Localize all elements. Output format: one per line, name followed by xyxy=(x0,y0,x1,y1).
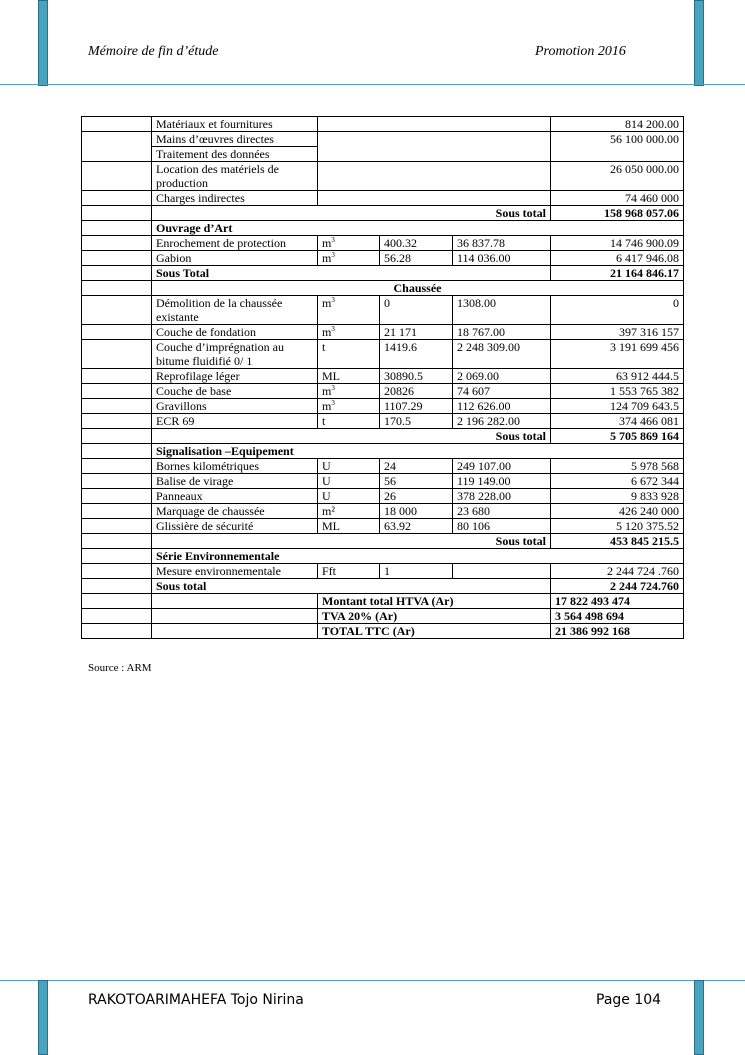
item-label: Traitement des données xyxy=(152,147,318,162)
table-row xyxy=(82,117,684,132)
item-total: 124 709 643.5 xyxy=(551,399,684,414)
item-label: Enrochement de protection xyxy=(152,236,318,251)
budget-table xyxy=(81,116,684,639)
item-total: 426 240 000 xyxy=(551,504,684,519)
item-total: 397 316 157 xyxy=(551,325,684,340)
table-row xyxy=(82,519,684,534)
header-bar-right xyxy=(694,0,704,86)
subtotal-value: 158 968 057.06 xyxy=(551,206,684,221)
footer-author: RAKOTOARIMAHEFA Tojo Nirina xyxy=(88,992,304,1008)
item-label: Marquage de chaussée xyxy=(152,504,318,519)
table-row xyxy=(82,132,684,147)
item-price: 1308.00 xyxy=(453,296,551,325)
table-row xyxy=(82,384,684,399)
section-title: Série Environnementale xyxy=(152,549,684,564)
item-price: 2 196 282.00 xyxy=(453,414,551,429)
item-price: 2 248 309.00 xyxy=(453,340,551,369)
item-price: 378 228.00 xyxy=(453,489,551,504)
item-total: 1 553 765 382 xyxy=(551,384,684,399)
item-total: 5 978 568 xyxy=(551,459,684,474)
section-header-row xyxy=(82,444,684,459)
section-header-row xyxy=(82,281,684,296)
total-label: Montant total HTVA (Ar) xyxy=(318,594,551,609)
subtotal-row xyxy=(82,266,684,281)
item-price: 112 626.00 xyxy=(453,399,551,414)
item-price: 74 607 xyxy=(453,384,551,399)
header-promotion: Promotion 2016 xyxy=(535,44,626,59)
item-price: 80 106 xyxy=(453,519,551,534)
header-bar-left xyxy=(38,0,48,86)
subtotal-label: Sous total xyxy=(152,206,551,221)
section-title: Signalisation –Equipement xyxy=(152,444,684,459)
footer-rule xyxy=(0,980,745,981)
header-title: Mémoire de fin d’étude xyxy=(88,44,219,59)
item-qty: 56 xyxy=(380,474,453,489)
item-unit: Fft xyxy=(318,564,380,579)
section-header-row xyxy=(82,549,684,564)
subtotal-row xyxy=(82,579,684,594)
section-title: Chaussée xyxy=(152,281,684,296)
item-price: 114 036.00 xyxy=(453,251,551,266)
item-label: Location des matériels de production xyxy=(152,162,318,191)
item-price: 23 680 xyxy=(453,504,551,519)
item-unit: U xyxy=(318,459,380,474)
table-row xyxy=(82,162,684,191)
item-label: Couche d’imprégnation au bitume fluidifié 0/ 1 xyxy=(152,340,318,369)
item-qty: 1107.29 xyxy=(380,399,453,414)
item-unit: $m^3$ xyxy=(318,399,380,414)
table-row xyxy=(82,251,684,266)
item-qty: 21 171 xyxy=(380,325,453,340)
table-row xyxy=(82,296,684,325)
item-label: Gravillons xyxy=(152,399,318,414)
item-qty: 1 xyxy=(380,564,453,579)
item-unit: m² xyxy=(318,504,380,519)
subtotal-label: Sous total xyxy=(152,429,551,444)
table-row xyxy=(82,399,684,414)
item-label: Reprofilage léger xyxy=(152,369,318,384)
total-value: 3 564 498 694 xyxy=(551,609,684,624)
subtotal-row xyxy=(82,206,684,221)
item-total: 6 672 344 xyxy=(551,474,684,489)
item-unit: $m^3$ xyxy=(318,251,380,266)
item-unit: ML xyxy=(318,519,380,534)
total-row xyxy=(82,594,684,609)
table-row xyxy=(82,474,684,489)
total-label: TVA 20% (Ar) xyxy=(318,609,551,624)
table-row xyxy=(82,414,684,429)
item-qty: 24 xyxy=(380,459,453,474)
item-total: 14 746 900.09 xyxy=(551,236,684,251)
item-label: Bornes kilométriques xyxy=(152,459,318,474)
item-unit: U xyxy=(318,474,380,489)
item-total: 56 100 000.00 xyxy=(551,132,684,162)
item-price: 2 069.00 xyxy=(453,369,551,384)
item-total: 63 912 444.5 xyxy=(551,369,684,384)
item-unit: $m^3$ xyxy=(318,384,380,399)
item-qty: 30890.5 xyxy=(380,369,453,384)
total-row xyxy=(82,609,684,624)
item-total: 9 833 928 xyxy=(551,489,684,504)
item-total: 74 460 000 xyxy=(551,191,684,206)
item-label: Matériaux et fournitures xyxy=(152,117,318,132)
item-price: 18 767.00 xyxy=(453,325,551,340)
item-total: 374 466 081 xyxy=(551,414,684,429)
item-total: 2 244 724 .760 xyxy=(551,564,684,579)
table-row xyxy=(82,325,684,340)
item-unit: ML xyxy=(318,369,380,384)
item-label: Glissière de sécurité xyxy=(152,519,318,534)
item-unit: t xyxy=(318,414,380,429)
total-value: 17 822 493 474 xyxy=(551,594,684,609)
item-unit: $m^3$ xyxy=(318,325,380,340)
footer-bar-left xyxy=(38,980,48,1055)
section-title: Ouvrage d’Art xyxy=(152,221,684,236)
item-qty: 400.32 xyxy=(380,236,453,251)
item-total: 6 417 946.08 xyxy=(551,251,684,266)
item-label: Couche de base xyxy=(152,384,318,399)
header-rule xyxy=(0,84,745,85)
item-label: Mesure environnementale xyxy=(152,564,318,579)
total-value: 21 386 992 168 xyxy=(551,624,684,639)
total-row xyxy=(82,624,684,639)
item-qty: 63.92 xyxy=(380,519,453,534)
item-qty: 20826 xyxy=(380,384,453,399)
item-unit: U xyxy=(318,489,380,504)
table-row xyxy=(82,236,684,251)
item-total: 814 200.00 xyxy=(551,117,684,132)
item-label: Couche de fondation xyxy=(152,325,318,340)
item-price xyxy=(453,564,551,579)
subtotal-value: 21 164 846.17 xyxy=(551,266,684,281)
item-qty: 18 000 xyxy=(380,504,453,519)
item-total: 26 050 000.00 xyxy=(551,162,684,191)
subtotal-value: 453 845 215.5 xyxy=(551,534,684,549)
footer-bar-right xyxy=(694,980,704,1055)
table-row xyxy=(82,489,684,504)
item-total: 5 120 375.52 xyxy=(551,519,684,534)
subtotal-row xyxy=(82,429,684,444)
item-unit: $m^3$ xyxy=(318,296,380,325)
item-qty: 26 xyxy=(380,489,453,504)
item-qty: 56.28 xyxy=(380,251,453,266)
subtotal-label: Sous total xyxy=(152,534,551,549)
item-label: Gabion xyxy=(152,251,318,266)
table-row xyxy=(82,191,684,206)
source-note: Source : ARM xyxy=(88,662,152,674)
item-total: 0 xyxy=(551,296,684,325)
table-row xyxy=(82,340,684,369)
item-price: 119 149.00 xyxy=(453,474,551,489)
subtotal-value: 5 705 869 164 xyxy=(551,429,684,444)
item-label: Démolition de la chaussée existante xyxy=(152,296,318,325)
subtotal-value: 2 244 724.760 xyxy=(551,579,684,594)
item-unit: $m^3$ xyxy=(318,236,380,251)
total-label: TOTAL TTC (Ar) xyxy=(318,624,551,639)
item-unit: t xyxy=(318,340,380,369)
item-label: Mains d’œuvres directes xyxy=(152,132,318,147)
item-price: 249 107.00 xyxy=(453,459,551,474)
item-label: Balise de virage xyxy=(152,474,318,489)
table-row xyxy=(82,564,684,579)
item-qty: 1419.6 xyxy=(380,340,453,369)
table-row xyxy=(82,459,684,474)
item-qty: 0 xyxy=(380,296,453,325)
item-total: 3 191 699 456 xyxy=(551,340,684,369)
table-row xyxy=(82,504,684,519)
subtotal-row xyxy=(82,534,684,549)
item-label: Charges indirectes xyxy=(152,191,318,206)
item-qty: 170.5 xyxy=(380,414,453,429)
section-header-row xyxy=(82,221,684,236)
item-label: Panneaux xyxy=(152,489,318,504)
item-label: ECR 69 xyxy=(152,414,318,429)
subtotal-label: Sous total xyxy=(152,579,551,594)
footer-page-number: Page 104 xyxy=(596,992,662,1008)
item-price: 36 837.78 xyxy=(453,236,551,251)
table-row xyxy=(82,369,684,384)
subtotal-label: Sous Total xyxy=(152,266,551,281)
